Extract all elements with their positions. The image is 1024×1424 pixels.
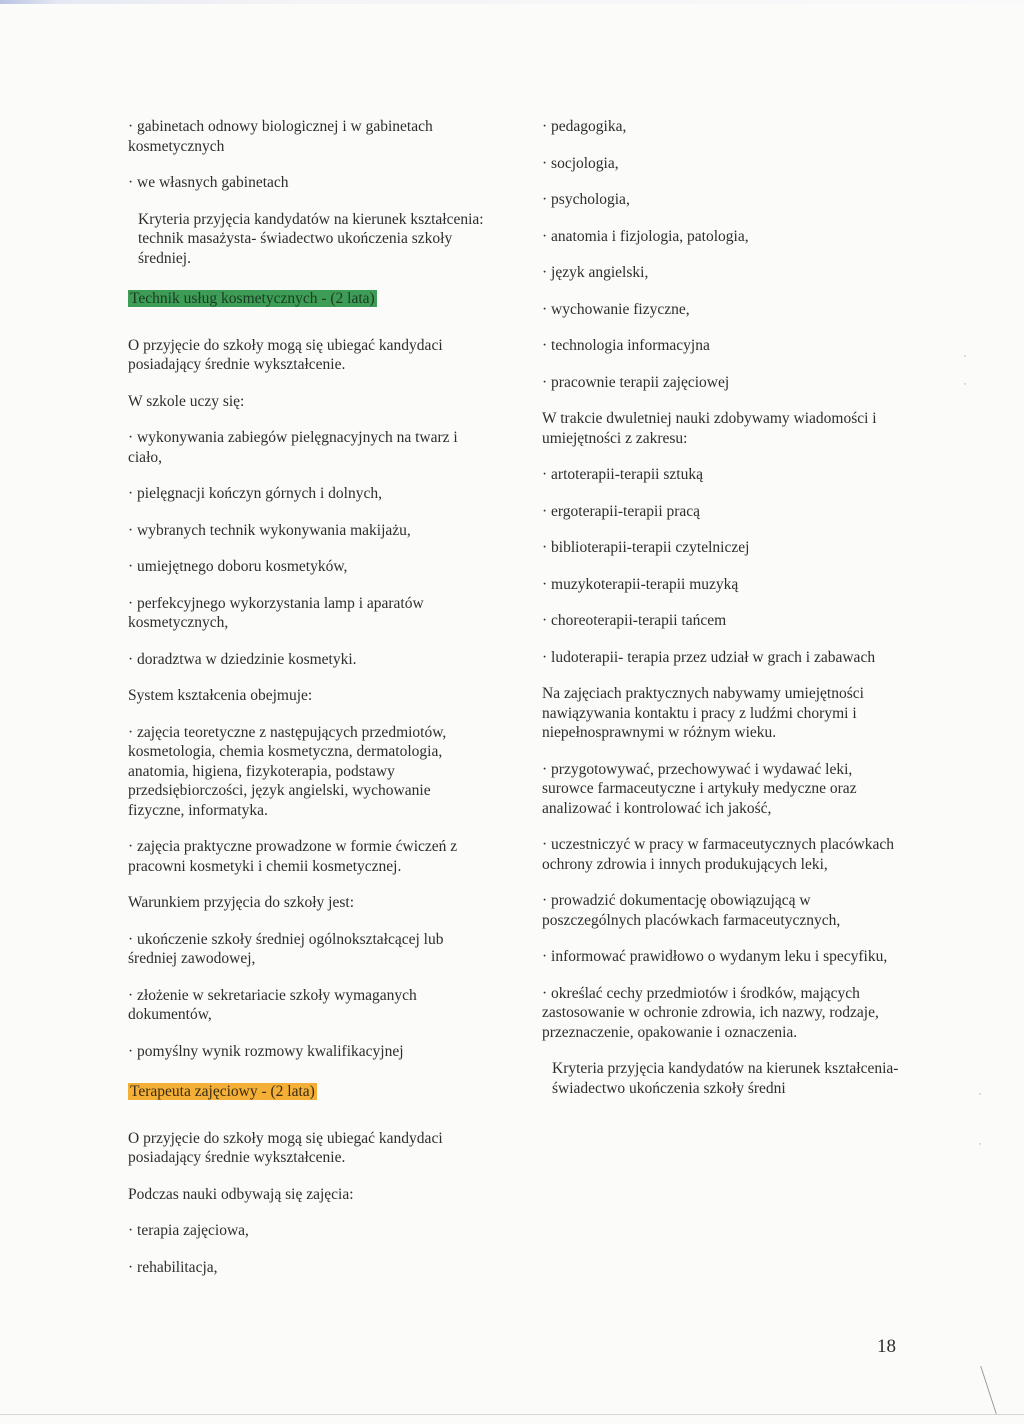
page-fold-line	[960, 1366, 997, 1414]
bullet-item: · informować prawidłowo o wydanym leku i specyfiku,	[542, 948, 888, 965]
paragraph: O przyjęcie do szkoły mogą się ubiegać kandydaci posiadający średnie wykształcenie.	[128, 336, 443, 373]
bullet-item: · socjologia,	[542, 154, 619, 172]
heading-highlight-orange: Terapeuta zajęciowy - (2 lata)	[130, 1083, 315, 1100]
bullet-item: · pomyślny wynik rozmowy kwalifikacyjnej	[128, 1042, 404, 1060]
bullet-item: · doradztwa w dziedzinie kosmetyki.	[128, 650, 357, 668]
bullet-item: · psychologia,	[542, 191, 630, 208]
right-column	[542, 117, 902, 1115]
paragraph: W szkole uczy się:	[128, 392, 245, 410]
bullet-item: · wybranych technik wykonywania makijażu,	[128, 521, 411, 539]
bullet-item: · technologia informacyjna	[542, 337, 710, 354]
bottom-scan-edge	[0, 1414, 1024, 1415]
bullet-item: · uczestniczyć w pracy w farmaceutycznych placówkach ochrony zdrowia i innych produkujących leki,	[542, 836, 895, 873]
heading-highlight-green: Technik usług kosmetycznych - (2 lata)	[130, 290, 375, 307]
bullet-item: · rehabilitacja,	[128, 1258, 218, 1276]
bullet-item: · choreoterapii-terapii tańcem	[542, 612, 727, 629]
bullet-item: · umiejętnego doboru kosmetyków,	[128, 558, 348, 575]
paragraph: Na zajęciach praktycznych nabywamy umiejętności nawiązywania kontaktu i pracy z ludźmi chorymi i niepełnosprawnymi w różnym wieku.	[542, 685, 864, 741]
bullet-item: · perfekcyjnego wykorzystania lamp i aparatów kosmetycznych,	[128, 594, 424, 631]
bullet-item: · pielęgnacji kończyn górnych i dolnych,	[128, 485, 382, 502]
bullet-item: · określać cechy przedmiotów i środków, mających zastosowanie w ochronie zdrowia, ich nazwy, rodzaje, przeznaczenie, opakowanie i oznaczenia.	[542, 984, 879, 1041]
bullet-item: · prowadzić dokumentację obowiązującą w poszczególnych placówkach farmaceutycznych,	[542, 892, 841, 929]
bullet-item: · wychowanie fizyczne,	[542, 300, 690, 318]
bullet-item: · artoterapii-terapii sztuką	[542, 466, 703, 483]
bullet-item: · ukończenie szkoły średniej ogólnokształcącej lub średniej zawodowej,	[128, 930, 444, 967]
bullet-item: · ludoterapii- terapia przez udział w grach i zabawach	[542, 648, 876, 666]
bullet-item: · gabinetach odnowy biologicznej i w gabinetach kosmetycznych	[128, 118, 433, 155]
bullet-item: · we własnych gabinetach	[128, 174, 289, 191]
bullet-item: · język angielski,	[542, 264, 649, 281]
bullet-item: · biblioterapii-terapii czytelniczej	[542, 539, 750, 556]
bullet-item: · muzykoterapii-terapii muzyką	[542, 575, 739, 593]
admission-criteria-paragraph: Kryteria przyjęcia kandydatów na kierunek kształcenia: technik masażysta- świadectwo ukończenia szkoły średniej.	[138, 210, 484, 267]
paragraph: W trakcie dwuletniej nauki zdobywamy wiadomości i umiejętności z zakresu:	[542, 410, 877, 447]
bullet-item: · zajęcia teoretyczne z następujących przedmiotów, kosmetologia, chemia kosmetyczna, dermatologia, anatomia, higiena, fizykoterapia, podstawy przedsiębiorczości, język angielski, wychowanie fizyczne, informatyka.	[128, 723, 447, 819]
bullet-item: · anatomia i fizjologia, patologia,	[542, 227, 749, 245]
bullet-item: · zajęcia praktyczne prowadzone w formie ćwiczeń z pracowni kosmetyki i chemii kosmetycznej.	[128, 838, 458, 875]
bullet-item: · pracownie terapii zajęciowej	[542, 373, 730, 391]
left-column	[128, 117, 488, 1294]
admission-criteria-paragraph: Kryteria przyjęcia kandydatów na kierunek kształcenia- świadectwo ukończenia szkoły średni	[552, 1060, 899, 1097]
paragraph: Podczas nauki odbywają się zajęcia:	[128, 1185, 354, 1203]
paragraph: Warunkiem przyjęcia do szkoły jest:	[128, 894, 355, 911]
bullet-item: · wykonywania zabiegów pielęgnacyjnych na twarz i ciało,	[128, 429, 458, 466]
scan-speck: ˙	[963, 380, 967, 394]
section-heading-occupational-therapist	[128, 1082, 488, 1102]
bullet-item: · przygotowywać, przechowywać i wydawać leki, surowce farmaceutyczne i artykuły medyczne oraz analizować i kontrolować ich jakość,	[542, 760, 857, 817]
bullet-item: · ergoterapii-terapii pracą	[542, 502, 701, 520]
section-heading-cosmetic-technician	[128, 289, 488, 309]
scan-edge-strip	[0, 0, 1024, 4]
bullet-item: · pedagogika,	[542, 118, 627, 135]
scan-speck: ˙	[963, 352, 967, 366]
paragraph: System kształcenia obejmuje:	[128, 687, 313, 704]
bullet-item: · terapia zajęciowa,	[128, 1222, 249, 1239]
page-number: 18	[877, 1336, 896, 1357]
bullet-item: · złożenie w sekretariacie szkoły wymaganych dokumentów,	[128, 986, 417, 1023]
scan-speck: ˙	[978, 1140, 982, 1154]
scan-speck: ˙	[978, 1090, 982, 1104]
paragraph: O przyjęcie do szkoły mogą się ubiegać kandydaci posiadający średnie wykształcenie.	[128, 1129, 443, 1166]
